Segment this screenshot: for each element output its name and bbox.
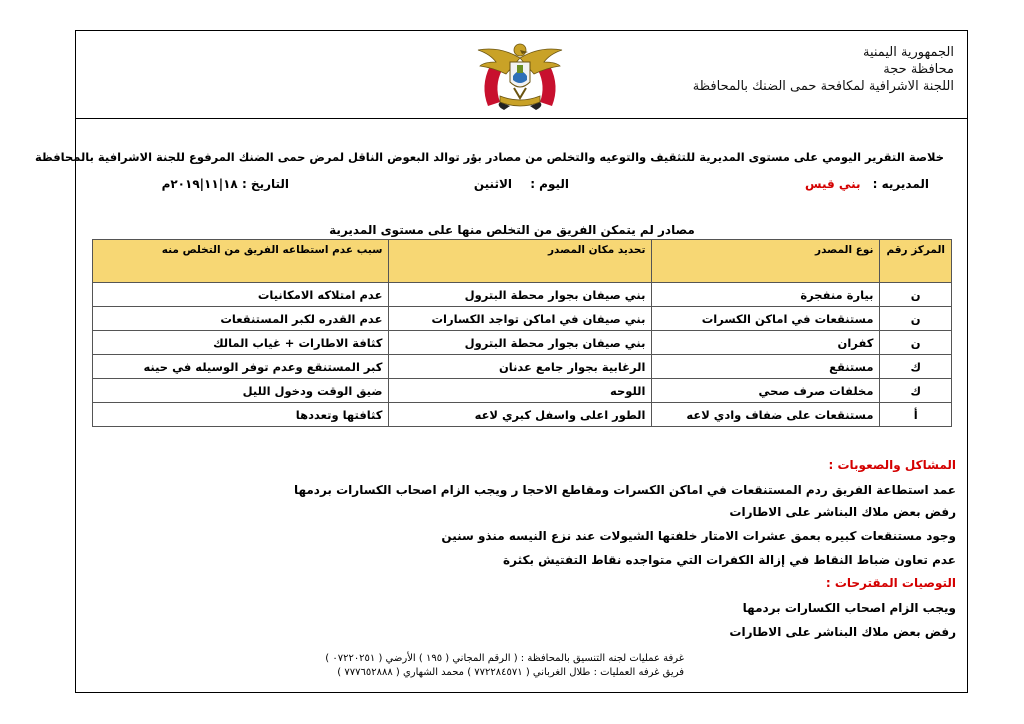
row-type: مخلفات صرف صحي [652, 379, 880, 403]
governorate-name: محافظة حجة [883, 62, 954, 77]
row-location: الطور اعلى واسفل كبري لاعه [389, 403, 652, 427]
table-row [93, 307, 952, 331]
recommendations-heading: التوصيات المقترحات : [825, 576, 956, 590]
problem-item: رفض بعض ملاك البناشر على الاطارات [729, 505, 956, 519]
row-location: اللوحه [389, 379, 652, 403]
date-field [162, 177, 289, 191]
header-reason: سبب عدم استطاعه الفريق من التخلص منه [93, 240, 389, 283]
row-type: مستنقعات على ضفاف وادي لاعه [652, 403, 880, 427]
row-reason: عدم امتلاكه الامكانيات [93, 283, 389, 307]
row-location: بني صيفان بجوار محطة البترول [389, 331, 652, 355]
table-row [93, 283, 952, 307]
recommendation-item: ويجب الزام اصحاب الكسارات بردمها [742, 601, 956, 615]
row-reason: كبر المستنقع وعدم توفر الوسيله في حينه [93, 355, 389, 379]
day-field [474, 177, 569, 191]
row-reason: عدم القدره لكبر المستنقعات [93, 307, 389, 331]
row-code: ن [880, 307, 952, 331]
row-location: بني صيفان في اماكن تواجد الكسارات [389, 307, 652, 331]
row-code: ن [880, 283, 952, 307]
row-reason: كثافة الاطارات + غياب المالك [93, 331, 389, 355]
header-location: تحديد مكان المصدر [389, 240, 652, 283]
row-location: بني صيفان بجوار محطة البترول [389, 283, 652, 307]
header-code: المركز رقم [880, 240, 952, 283]
district-value: بني قيس [805, 177, 861, 191]
footer-line-team: فريق غرفه العمليات : طلال الغرباني ( ٧٧٢٢٨٤٥٧١ ) محمد الشهاري ( ٧٧٧٦٥٢٨٨٨ ) [337, 667, 684, 678]
sources-table [92, 239, 952, 427]
row-type: كفران [652, 331, 880, 355]
footer-line-operations: غرفة عمليات لجنه التنسيق بالمحافظة : ( الرقم المجاني ( ١٩٥ ) الأرضي ( ٠٧٢٢٠٢٥١ ) [325, 653, 684, 664]
sources-table-title: مصادر لم يتمكن الفريق من التخلص منها على مستوى المديرية [329, 223, 695, 237]
day-label: اليوم : [530, 177, 569, 191]
date-label: التاريخ : [241, 177, 289, 191]
table-header-row [93, 240, 952, 283]
government-header [693, 44, 954, 95]
table-row [93, 379, 952, 403]
row-code: ك [880, 379, 952, 403]
date-value: ١٨|١١|٢٠١٩م [161, 177, 238, 191]
row-location: الرغابية بجوار جامع عدنان [389, 355, 652, 379]
day-value: الاثنين [473, 177, 512, 191]
footer-contacts [325, 652, 684, 680]
problem-item: عدم تعاون ضباط النقاط في إزالة الكفرات التي متواجده نقاط التفتيش بكثرة [503, 553, 956, 567]
row-code: أ [880, 403, 952, 427]
row-reason: ضيق الوقت ودخول الليل [93, 379, 389, 403]
table-row [93, 331, 952, 355]
row-type: بيارة منفجرة [652, 283, 880, 307]
row-reason: كثافتها وتعددها [93, 403, 389, 427]
row-type: مستنقعات في اماكن الكسرات [652, 307, 880, 331]
country-name: الجمهورية اليمنية [862, 45, 954, 60]
row-type: مستنقع [652, 355, 880, 379]
district-field [805, 177, 929, 191]
district-label: المديريه : [872, 177, 929, 191]
row-code: ن [880, 331, 952, 355]
problem-item: عمد استطاعة الفريق ردم المستنقعات في اماكن الكسرات ومقاطع الاحجا ر ويجب الزام اصحاب الكسارات بردمها [293, 483, 956, 497]
problems-heading: المشاكل والصعوبات : [828, 458, 956, 472]
table-row [93, 403, 952, 427]
problem-item: وجود مستنقعات كبيره بعمق عشرات الامتار خلفتها الشيولات عند نزع النيسه منذو سنين [441, 529, 956, 543]
yemen-eagle-emblem-icon [470, 36, 570, 114]
row-code: ك [880, 355, 952, 379]
recommendation-item: رفض بعض ملاك البناشر على الاطارات [729, 625, 956, 639]
header-divider [75, 118, 968, 119]
committee-name: اللجنة الاشرافية لمكافحة حمى الضنك بالمحافظة [692, 79, 954, 94]
table-row [93, 355, 952, 379]
header-type: نوع المصدر [652, 240, 880, 283]
report-title: خلاصة التقرير اليومي على مستوى المديرية للتثقيف والتوعيه والتخلص من مصادر بؤر توالد البعوض الناقل لمرض حمى الضنك المرفوع للجنة الاشرافية بالمحافظة [34, 150, 944, 164]
